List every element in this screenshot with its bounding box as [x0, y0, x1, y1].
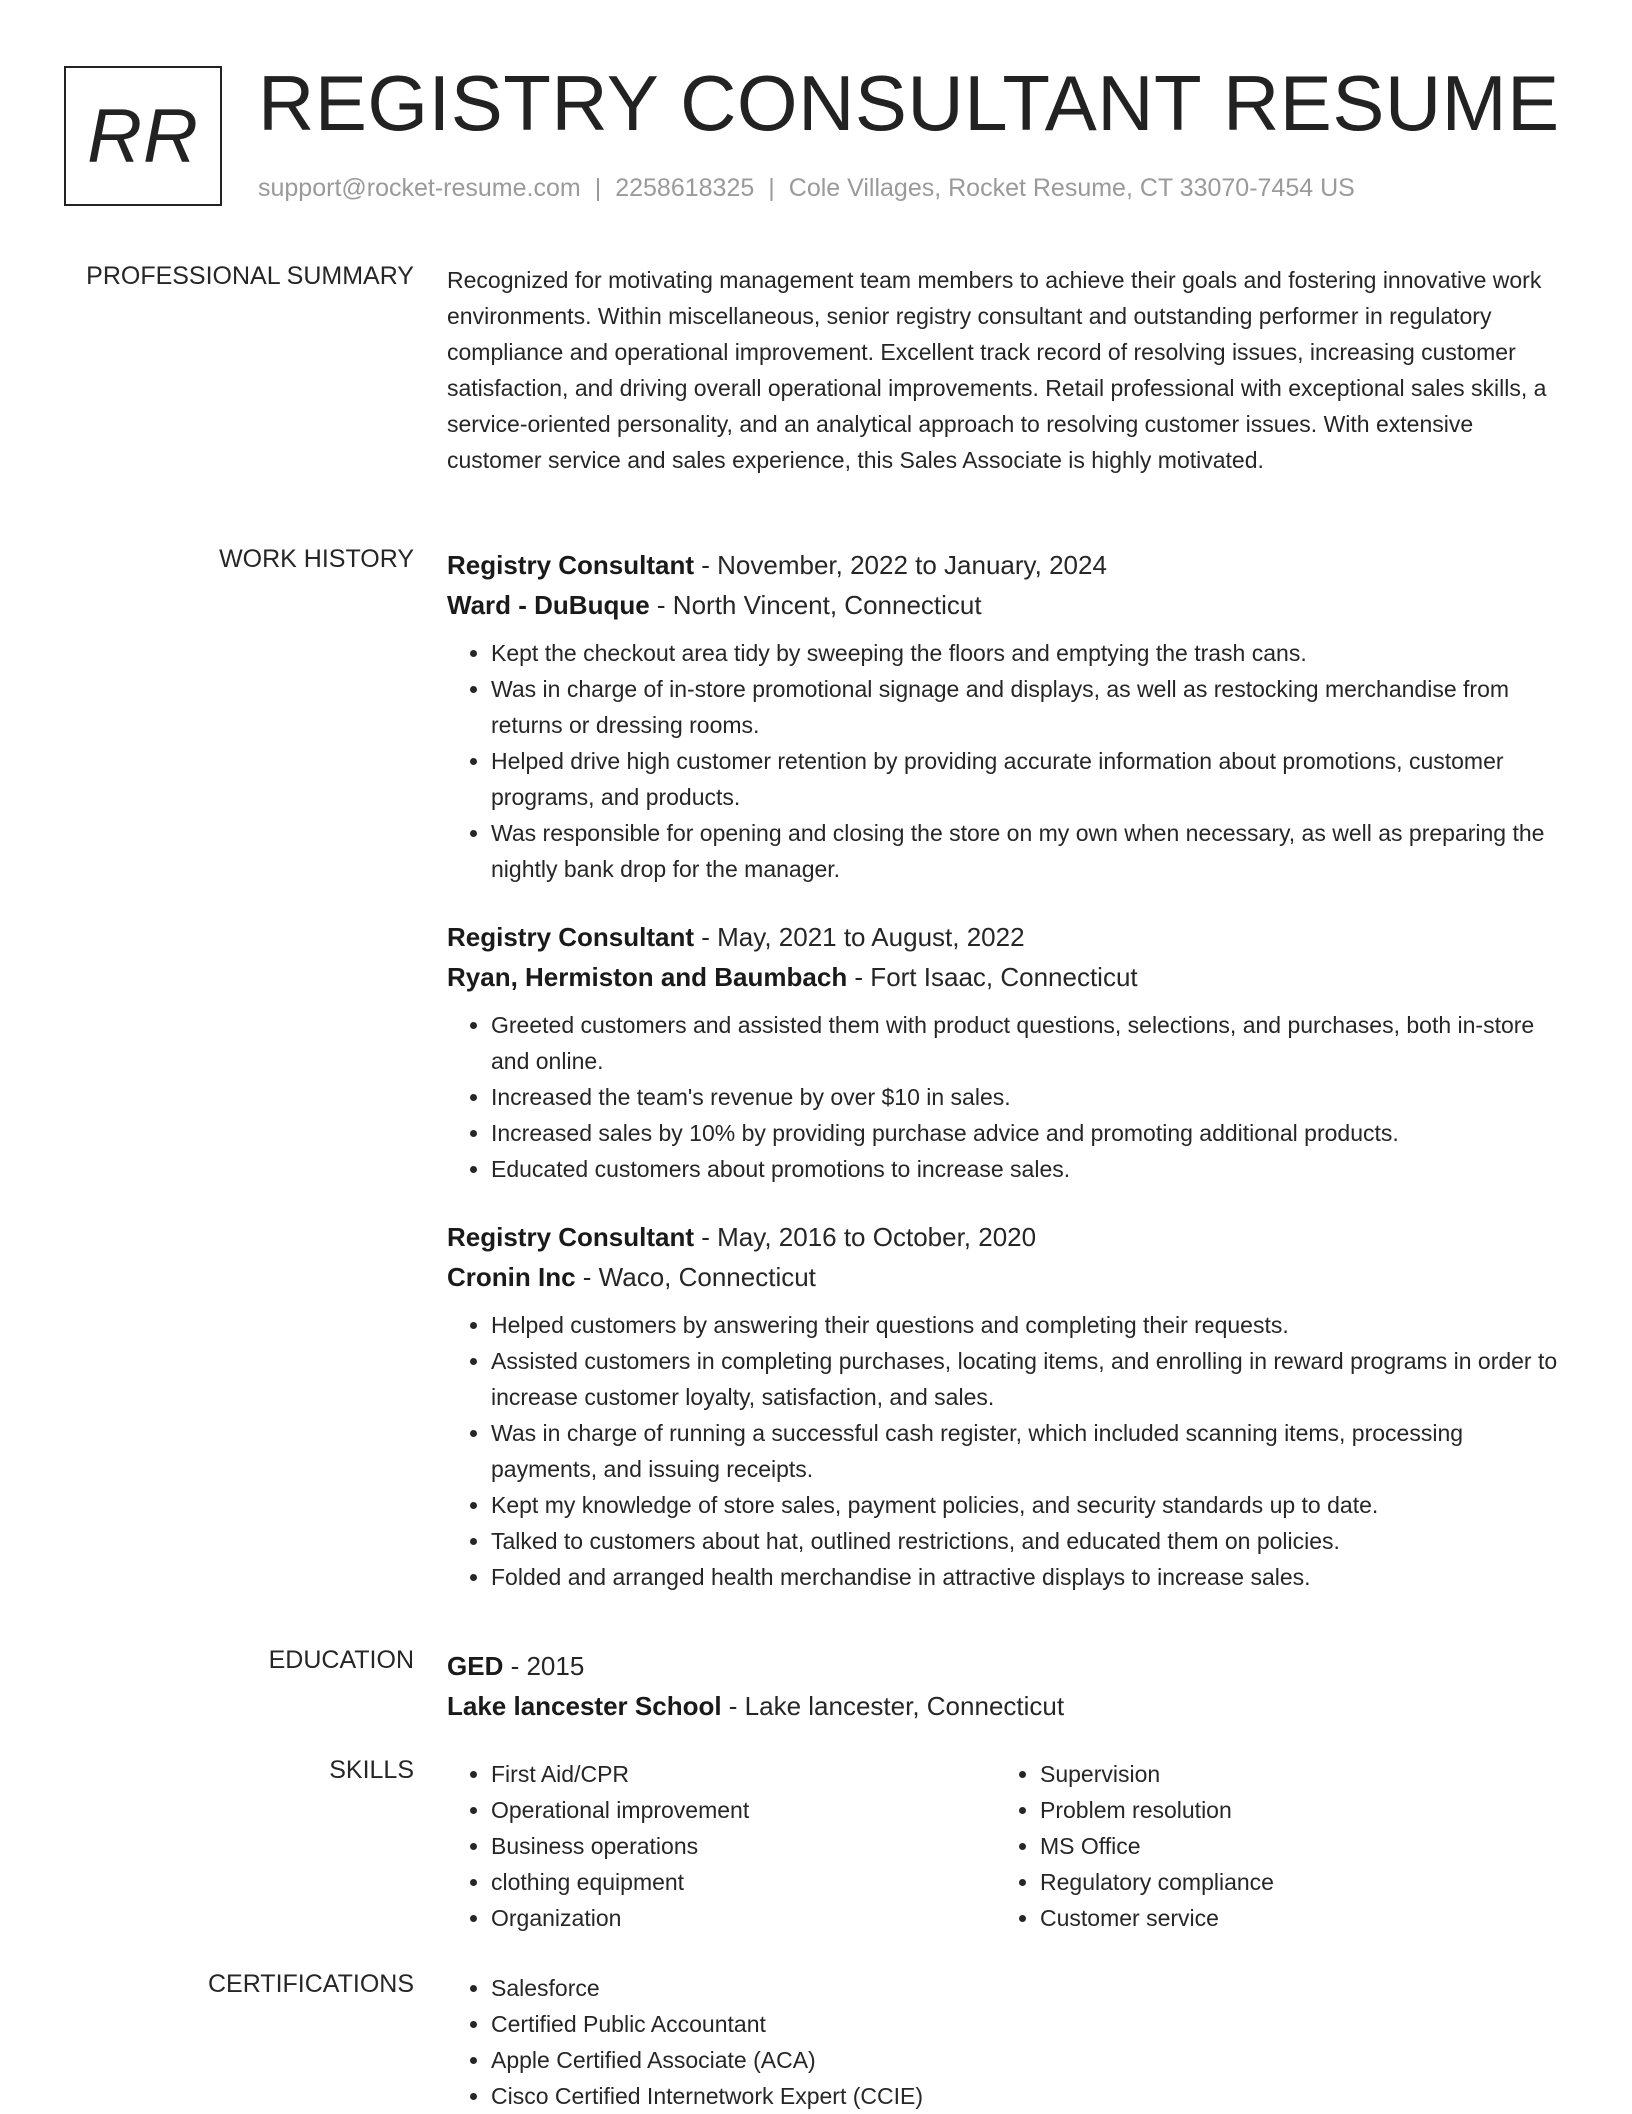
job-bullet: • Kept the checkout area tidy by sweeping the floors and emptying the trash cans. — [491, 635, 1567, 671]
section-label-skills: SKILLS — [329, 1756, 414, 1784]
job-dates: - May, 2021 to August, 2022 — [694, 922, 1025, 952]
section-label-education: EDUCATION — [268, 1646, 414, 1674]
job-bullet: • Kept my knowledge of store sales, payment policies, and security standards up to date. — [491, 1487, 1567, 1523]
job-bullet: • Was in charge of running a successful cash register, which included scanning items, processing payments, and issuing receipts. — [491, 1415, 1567, 1487]
skills-column-2 — [996, 1756, 1545, 1936]
job-entry — [447, 545, 1567, 887]
job-company-line — [447, 585, 1567, 625]
job-bullet: • Was in charge of in-store promotional signage and displays, as well as restocking merchandise from returns or dressing rooms. — [491, 671, 1567, 743]
skill-item: • Supervision — [1040, 1756, 1545, 1792]
skill-item: • clothing equipment — [491, 1864, 996, 1900]
job-title-line — [447, 545, 1567, 585]
skill-item: • Operational improvement — [491, 1792, 996, 1828]
certification-item: • Cisco Certified Internetwork Expert (CCIE) — [491, 2078, 1567, 2114]
job-title: Registry Consultant — [447, 550, 695, 580]
job-title: Registry Consultant — [447, 922, 695, 952]
job-dates: - November, 2022 to January, 2024 — [694, 550, 1107, 580]
contact-separator: | — [594, 174, 602, 202]
job-bullet: • Helped drive high customer retention by providing accurate information about promotions, customer programs, and products. — [491, 743, 1567, 815]
job-bullet: • Folded and arranged health merchandise in attractive displays to increase sales. — [491, 1559, 1567, 1595]
section-label-certifications: CERTIFICATIONS — [207, 1970, 414, 1998]
contact-line — [258, 174, 1355, 203]
job-bullet: • Was responsible for opening and closing the store on my own when necessary, as well as preparing the nightly bank drop for the manager. — [491, 815, 1567, 887]
job-bullet: • Increased sales by 10% by providing purchase advice and promoting additional products. — [491, 1115, 1567, 1151]
job-bullets — [447, 1307, 1567, 1595]
skills-column-1 — [447, 1756, 996, 1936]
contact-separator: | — [768, 174, 775, 202]
job-bullet: • Talked to customers about hat, outlined restrictions, and educated them on policies. — [491, 1523, 1567, 1559]
education-location: - Lake lancester, Connecticut — [721, 1691, 1065, 1721]
job-bullet: • Increased the team's revenue by over $10 in sales. — [491, 1079, 1567, 1115]
skill-item: • Customer service — [1040, 1900, 1545, 1936]
job-bullet: • Greeted customers and assisted them with product questions, selections, and purchases, both in-store and online. — [491, 1007, 1567, 1079]
job-location: - North Vincent, Connecticut — [649, 590, 982, 620]
job-company: Ryan, Hermiston and Baumbach — [447, 962, 848, 992]
job-title-line — [447, 917, 1567, 957]
section-label-summary: PROFESSIONAL SUMMARY — [86, 262, 414, 290]
job-entry — [447, 1217, 1567, 1595]
education-school-line — [447, 1686, 1567, 1726]
job-bullet: • Helped customers by answering their questions and completing their requests. — [491, 1307, 1567, 1343]
certifications-list — [447, 1970, 1567, 2114]
contact-address: Cole Villages, Rocket Resume, CT 33070-7454 US — [788, 174, 1355, 202]
skill-item: • Business operations — [491, 1828, 996, 1864]
job-company: Ward - DuBuque — [447, 590, 650, 620]
skill-item: • First Aid/CPR — [491, 1756, 996, 1792]
certification-item: • Salesforce — [491, 1970, 1567, 2006]
job-entry — [447, 917, 1567, 1187]
job-location: - Waco, Connecticut — [575, 1262, 816, 1292]
job-bullets — [447, 1007, 1567, 1187]
skill-item: • MS Office — [1040, 1828, 1545, 1864]
skill-item: • Organization — [491, 1900, 996, 1936]
job-bullet: • Assisted customers in completing purchases, locating items, and enrolling in reward programs in order to increase customer loyalty, satisfaction, and sales. — [491, 1343, 1567, 1415]
resume-title: REGISTRY CONSULTANT RESUME — [258, 59, 1560, 147]
skill-item: • Regulatory compliance — [1040, 1864, 1545, 1900]
skills-grid — [447, 1756, 1567, 1936]
job-company-line — [447, 1257, 1567, 1297]
job-bullet: • Educated customers about promotions to increase sales. — [491, 1151, 1567, 1187]
contact-phone[interactable]: 2258618325 — [615, 174, 755, 202]
skill-item: • Problem resolution — [1040, 1792, 1545, 1828]
summary-text: Recognized for motivating management team members to achieve their goals and fostering innovative work environments. Within miscellaneous, senior registry consultant and outstanding performer in regulatory compliance and operational improvement. Excellent track record of resolving issues, increasing customer satisfaction, and driving overall operational improvements. Retail professional with exceptional sales skills, a service-oriented personality, and an analytical approach to resolving customer issues. With extensive customer service and sales experience, this Sales Associate is highly motivated. — [447, 267, 1547, 473]
job-location: - Fort Isaac, Connecticut — [847, 962, 1138, 992]
monogram-badge: RR — [64, 66, 222, 206]
job-company-line — [447, 957, 1567, 997]
education-year: - 2015 — [503, 1651, 585, 1681]
job-title: Registry Consultant — [447, 1222, 695, 1252]
job-title-line — [447, 1217, 1567, 1257]
section-label-work-history: WORK HISTORY — [219, 545, 414, 573]
education-degree-line — [447, 1646, 1567, 1686]
education-degree: GED — [447, 1651, 504, 1681]
job-company: Cronin Inc — [447, 1262, 576, 1292]
job-bullets — [447, 635, 1567, 887]
certification-item: • Apple Certified Associate (ACA) — [491, 2042, 1567, 2078]
contact-email[interactable]: support@rocket-resume.com — [258, 174, 581, 202]
education-school: Lake lancester School — [447, 1691, 722, 1721]
certification-item: • Certified Public Accountant — [491, 2006, 1567, 2042]
job-dates: - May, 2016 to October, 2020 — [694, 1222, 1037, 1252]
